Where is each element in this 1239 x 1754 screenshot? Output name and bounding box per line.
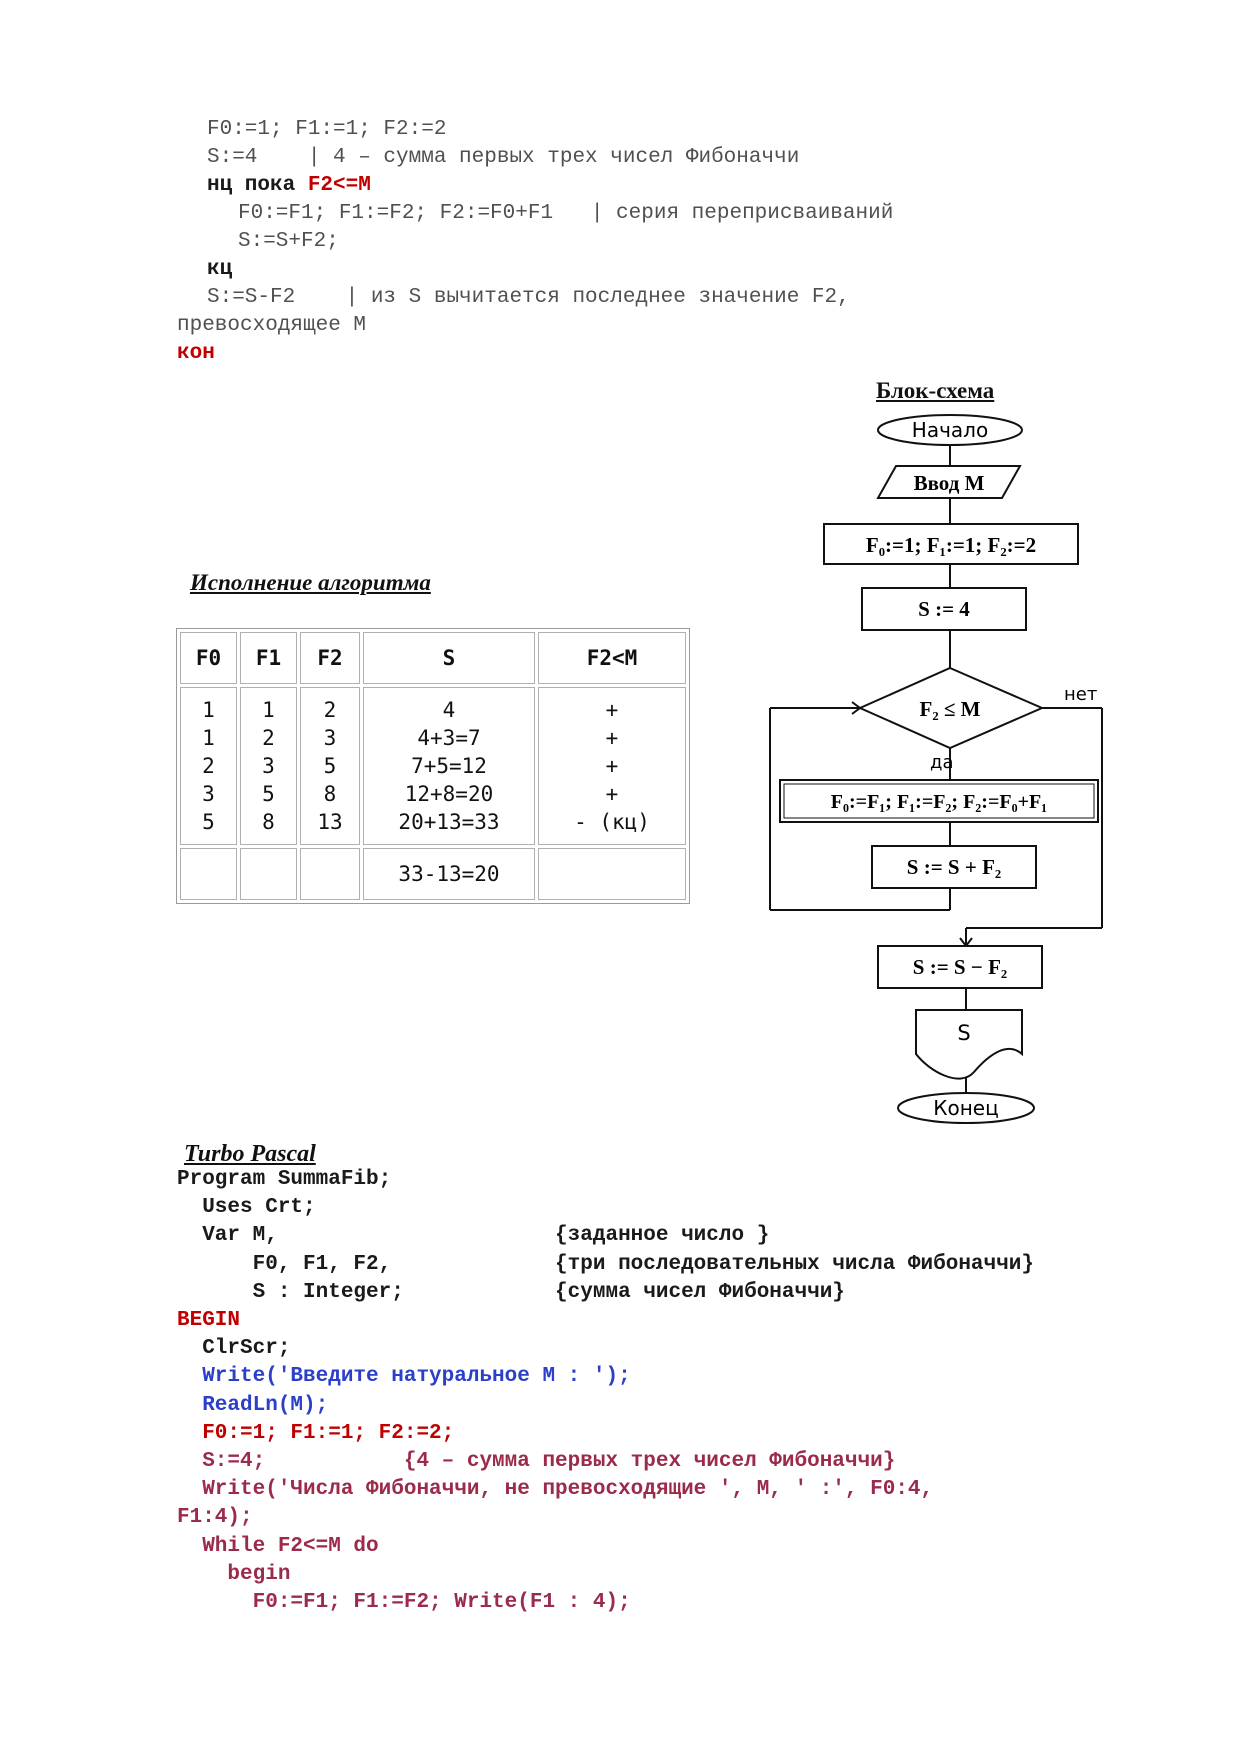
code-token: кон: [177, 342, 215, 365]
table-cell: 4: [442, 698, 456, 722]
table-cell: [538, 848, 686, 900]
pascal-line: [177, 1450, 895, 1473]
init-label: F₀:=1; F₁:=1; F₂:=2: [865, 533, 1037, 557]
table-cell: 2: [262, 726, 275, 750]
code-token: BEGIN: [177, 1309, 241, 1332]
header-s: S: [363, 632, 535, 684]
algorithm-line: [207, 118, 446, 141]
pascal-line: [177, 1563, 290, 1586]
table-cell: 3: [202, 782, 215, 806]
table-cell: 2: [323, 698, 337, 722]
table-cell: 20+13=33: [398, 810, 500, 834]
code-token: F1:4);: [177, 1506, 253, 1529]
code-token: S : Integer; {сумма чисел Фибоначчи}: [177, 1281, 845, 1304]
code-token: Write('Введите натуральное M : ');: [177, 1365, 631, 1388]
code-token: S:=4; {4 – сумма первых трех чисел Фибоначчи}: [177, 1450, 896, 1473]
code-token: F2<=M: [307, 174, 371, 197]
algorithm-line: [177, 314, 366, 337]
pascal-line: [177, 1535, 379, 1558]
pascal-line: [177, 1591, 631, 1614]
trace-data-row: [180, 687, 686, 845]
table-cell: 2: [202, 754, 215, 778]
code-token: превосходящее M: [177, 314, 367, 337]
pascal-line: [177, 1394, 328, 1417]
code-token: S:=S-F2 | из S вычитается последнее значение F2,: [207, 286, 850, 309]
code-token: Var M, {заданное число }: [177, 1224, 770, 1247]
algorithm-line: [207, 286, 850, 309]
table-cell: 7+5=12: [411, 754, 487, 778]
code-token: S:=4 | 4 – сумма первых трех чисел Фибоначчи: [207, 146, 800, 169]
pascal-line: [177, 1365, 631, 1388]
table-cell: [300, 848, 360, 900]
pascal-line: [177, 1196, 316, 1219]
trace-table: [176, 628, 690, 904]
table-cell: 1: [202, 698, 215, 722]
algorithm-line: [238, 230, 339, 253]
algorithm-line: [207, 258, 232, 281]
table-cell: 33-13=20: [363, 848, 535, 900]
table-cell: 5: [202, 810, 215, 834]
pascal-line: [177, 1337, 290, 1360]
output-label: S: [957, 1021, 971, 1045]
table-cell: +: [605, 726, 619, 750]
table-cell: 3: [323, 726, 337, 750]
header-f0: F0: [180, 632, 237, 684]
pascal-line: [177, 1478, 933, 1501]
table-cell: 12+8=20: [404, 782, 494, 806]
end-label: Конец: [933, 1096, 999, 1120]
table-cell: 3: [262, 754, 275, 778]
s-init-label: S := 4: [918, 597, 970, 621]
algorithm-line: [207, 174, 371, 197]
algorithm-line: [238, 202, 893, 225]
loop-body-sum-label: S := S + F₂: [906, 855, 1002, 879]
col-f2: [300, 687, 360, 845]
algorithm-line: [177, 342, 215, 365]
code-token: F0:=1; F1:=1; F2:=2;: [177, 1422, 455, 1445]
yes-label: да: [930, 752, 954, 773]
no-label: нет: [1064, 684, 1098, 705]
start-label: Начало: [911, 418, 989, 442]
execution-title: Исполнение алгоритма: [190, 570, 431, 595]
code-token: begin: [177, 1563, 291, 1586]
flowchart: [760, 400, 1120, 1140]
header-cond: F2<M: [538, 632, 686, 684]
trace-header-row: [180, 632, 686, 684]
table-cell: 1: [202, 726, 215, 750]
pascal-line: [177, 1506, 253, 1529]
table-cell: +: [605, 782, 619, 806]
code-token: F0, F1, F2, {три последовательных числа Фибоначчи}: [177, 1253, 1034, 1276]
code-token: F0:=F1; F1:=F2; F2:=F0+F1 | серия переприсваиваний: [238, 202, 894, 225]
col-f0: [180, 687, 237, 845]
code-token: F0:=1; F1:=1; F2:=2: [207, 118, 447, 141]
table-cell: +: [605, 754, 619, 778]
pascal-line: [177, 1253, 1034, 1276]
code-token: нц пока: [207, 174, 308, 197]
col-f1: [240, 687, 297, 845]
pascal-line: [177, 1281, 845, 1304]
col-cond: [538, 687, 686, 845]
header-f2: F2: [300, 632, 360, 684]
table-cell: 5: [262, 782, 275, 806]
table-cell: [240, 848, 297, 900]
header-f1: F1: [240, 632, 297, 684]
table-cell: [180, 848, 237, 900]
input-label: Ввод M: [913, 471, 985, 495]
table-cell: 5: [323, 754, 337, 778]
table-cell: 4+3=7: [417, 726, 481, 750]
algorithm-line: [207, 146, 799, 169]
table-cell: 8: [262, 810, 275, 834]
code-token: Uses Crt;: [177, 1196, 316, 1219]
trace-final-row: [180, 848, 686, 900]
after-loop-label: S := S − F₂: [912, 955, 1008, 979]
code-token: Program SummaFib;: [177, 1168, 392, 1191]
code-token: Write('Числа Фибоначчи, не превосходящие ', M, ' :', F0:4,: [177, 1478, 934, 1501]
loop-body-assign-label: F₀:=F₁; F₁:=F₂; F₂:=F₀+F₁: [830, 791, 1048, 813]
code-token: F0:=F1; F1:=F2; Write(F1 : 4);: [177, 1591, 631, 1614]
flowchart-title: Блок-схема: [876, 378, 995, 403]
table-cell: +: [605, 698, 619, 722]
table-cell: 13: [317, 810, 343, 834]
code-token: ReadLn(M);: [177, 1394, 329, 1417]
condition-label: F₂ ≤ M: [919, 697, 981, 721]
pascal-line: [177, 1422, 454, 1445]
pascal-line: [177, 1224, 769, 1247]
code-token: ClrScr;: [177, 1337, 291, 1360]
code-token: кц: [207, 258, 233, 281]
col-s: [363, 687, 535, 845]
pascal-line: [177, 1309, 240, 1332]
pascal-line: [177, 1168, 391, 1191]
table-cell: - (кц): [574, 810, 650, 834]
table-cell: 8: [323, 782, 337, 806]
code-token: While F2<=M do: [177, 1535, 379, 1558]
pascal-title: Turbo Pascal: [184, 1141, 316, 1167]
code-token: S:=S+F2;: [238, 230, 339, 253]
table-cell: 1: [262, 698, 275, 722]
